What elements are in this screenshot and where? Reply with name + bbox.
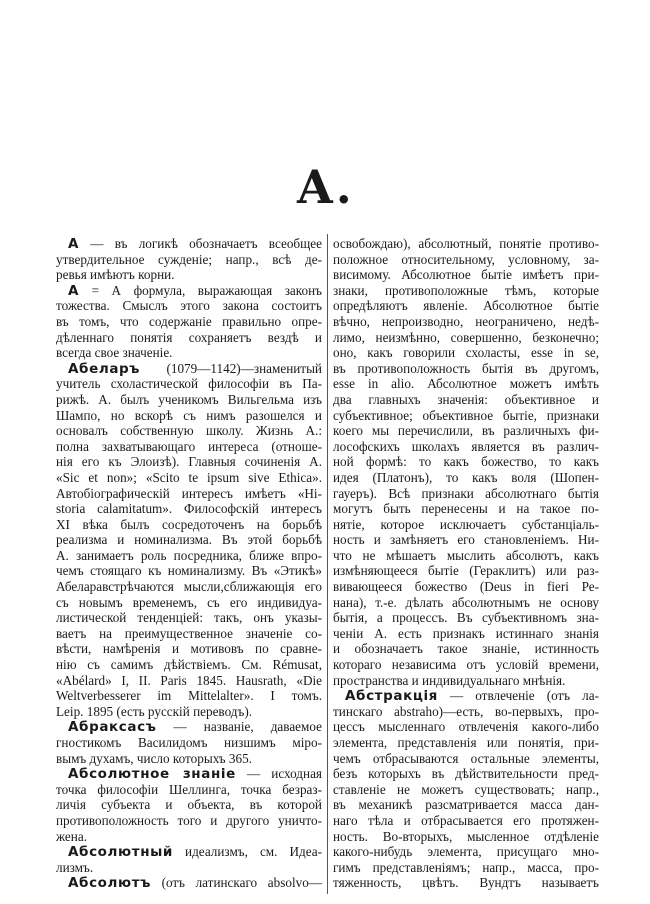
text-line — [56, 376, 322, 392]
line-text: вивающееся божество (Deus in fieri Ре- — [333, 579, 599, 595]
line-text: опредѣляютъ явленіе. Абсолютное бытіе — [333, 298, 599, 314]
text-line — [333, 719, 599, 735]
line-text: идея (Платонъ), то какъ воля (Шопен- — [333, 469, 599, 485]
entry-first-line — [333, 688, 599, 704]
text-line — [333, 298, 599, 314]
text-line — [333, 735, 599, 751]
text-line — [56, 486, 322, 502]
text-line — [333, 470, 599, 486]
line-text: идеализмъ, см. Идеа- — [172, 844, 322, 860]
line-text: (отъ латинскаго absolvo— — [150, 875, 322, 891]
line-text: Leip. 1895 (есть русскій переводъ). — [56, 703, 253, 719]
line-text: положное относительному, условному, за- — [333, 251, 599, 267]
text-line — [56, 641, 322, 657]
line-text: пространства и индивидуальнаго мнѣнія. — [333, 672, 566, 688]
line-text: — названіе, даваемое — [156, 719, 322, 735]
line-text: тяженность, цвѣтъ. Вундтъ называетъ — [333, 875, 599, 891]
text-line — [56, 330, 322, 346]
text-line — [333, 766, 599, 782]
text-line — [333, 860, 599, 876]
entry-headword: Абеларъ — [68, 360, 141, 377]
line-text: ваетъ на преимущественное значеніе со- — [56, 625, 322, 641]
entry-first-line — [56, 236, 322, 252]
line-text: нія его къ Элоизѣ). Главныя сочиненія А. — [56, 454, 322, 470]
text-line — [56, 532, 322, 548]
line-text: тинскаго abstraho)—есть, во-первыхъ, про- — [333, 703, 599, 719]
text-line — [56, 595, 322, 611]
text-line — [56, 673, 322, 689]
line-text: нана), т.-е. дѣлать абсолютнымъ не основу — [333, 594, 599, 610]
text-line — [56, 470, 322, 486]
text-line — [333, 704, 599, 720]
text-line — [56, 439, 322, 455]
text-line — [56, 423, 322, 439]
line-text: учитель схоластической философіи въ Па- — [56, 376, 322, 392]
line-text: Weltverbesserer im Mittelalter». I томъ. — [56, 688, 322, 704]
text-line — [56, 860, 322, 876]
line-text: листической тенденціей: такъ, онъ указы- — [56, 610, 322, 626]
line-text: могутъ быть перенесены и на такое по- — [333, 501, 599, 517]
text-line — [56, 408, 322, 424]
text-line — [333, 673, 599, 689]
line-text: ность и замѣняетъ его становленіемъ. Ни- — [333, 532, 599, 548]
line-text: элемента, представленія или понятія, при- — [333, 735, 599, 750]
line-text: и обозначаетъ такое знаніе, истинность — [333, 641, 599, 657]
text-line — [333, 610, 599, 626]
text-line — [333, 376, 599, 392]
line-text: съ новымъ временемъ, съ его индивидуа- — [56, 594, 322, 610]
text-line — [56, 782, 322, 798]
text-line — [56, 751, 322, 767]
text-line — [56, 657, 322, 673]
text-line — [333, 829, 599, 845]
line-text: Автобіографическій интересъ имѣетъ «Hi- — [56, 485, 322, 501]
line-text: реализма и номинализма. Въ этой борьбѣ — [56, 532, 322, 548]
line-text: гностикомъ Василидомъ низшимъ міро- — [56, 735, 322, 750]
text-line — [333, 751, 599, 767]
entry-headword: Абраксасъ — [68, 719, 157, 735]
text-line — [333, 517, 599, 533]
line-text: storia calamitatum». Философскій интересъ — [56, 501, 322, 517]
line-text: безъ которыхъ въ дѣйствительности пред- — [333, 766, 599, 782]
text-line — [56, 314, 322, 330]
line-text: въ томъ, что содержаніе правильно опре- — [56, 313, 322, 329]
text-line — [333, 252, 599, 268]
line-text: чемъ стоящаго къ номинализму. Въ «Этикѣ» — [56, 563, 322, 579]
line-text: вымъ духамъ, число которыхъ 365. — [56, 750, 252, 766]
text-line — [56, 704, 322, 720]
entry-first-line — [56, 719, 322, 735]
line-text: XI вѣка былъ сосредоточенъ на борьбѣ — [56, 516, 322, 532]
text-line — [333, 782, 599, 798]
text-line — [56, 610, 322, 626]
line-text: ной формѣ: то какъ божество, то какъ — [333, 454, 599, 470]
text-line — [333, 532, 599, 548]
text-line — [56, 829, 322, 845]
entry-headword: А — [68, 282, 80, 299]
entry-first-line — [56, 844, 322, 860]
line-text: — отвлеченіе (отъ ла- — [437, 688, 599, 704]
line-text: вѣчно, непроизводно, неограничено, недѣ- — [333, 313, 599, 329]
entry-headword: Абсолютъ — [68, 875, 151, 891]
text-line — [56, 548, 322, 564]
line-text: рижѣ. А. былъ ученикомъ Вильгельма изъ — [56, 391, 322, 407]
text-line — [333, 844, 599, 860]
line-text: знаки, противоположные тѣмъ, которые — [333, 282, 599, 298]
text-line — [333, 439, 599, 455]
text-line — [333, 641, 599, 657]
line-text: два главныхъ значенія: объективное и — [333, 391, 599, 407]
text-line — [56, 735, 322, 751]
line-text: противоположность того и другого уничто- — [56, 812, 322, 828]
line-text: = А формула, выражающая законъ — [79, 282, 322, 298]
line-text: гауеръ). Всѣ признаки абсолютнаго бытія — [333, 485, 599, 501]
line-text: ставленіе не можетъ существовать; напр., — [333, 781, 599, 797]
text-line — [56, 517, 322, 533]
entry-headword: Абстракція — [345, 688, 438, 704]
left-column — [56, 236, 322, 891]
text-line — [333, 236, 599, 252]
line-text: гимъ представленіямъ; напр., масса, про- — [333, 859, 599, 875]
line-text: утвердительное сужденіе; напр., всѣ де- — [56, 251, 322, 267]
line-text: «Sic et non»; «Scito te ipsum sive Ethica». — [56, 469, 322, 485]
text-line — [333, 408, 599, 424]
line-text: какого-нибудь элемента, присущаго мно- — [333, 844, 599, 860]
text-line — [333, 813, 599, 829]
text-line — [333, 361, 599, 377]
entry-headword: А — [68, 236, 80, 252]
text-line — [333, 548, 599, 564]
text-line — [333, 579, 599, 595]
line-text: ность. Во-вторыхъ, мысленное отдѣленіе — [333, 828, 599, 844]
text-line — [333, 345, 599, 361]
line-text: esse in alio. Абсолютное можетъ имѣть — [333, 376, 599, 392]
text-line — [333, 797, 599, 813]
line-text: основалъ собственную школу. Жизнь А.: — [56, 423, 322, 439]
line-text: субъективное; объективное бытіе, признаки — [333, 407, 599, 423]
line-text: А. занимаетъ роль посредника, ближе впро- — [56, 547, 322, 563]
text-line — [333, 267, 599, 283]
line-text: (1079—1142)—знаменитый — [140, 360, 322, 376]
text-line — [56, 298, 322, 314]
text-line — [333, 330, 599, 346]
text-line — [333, 392, 599, 408]
line-text: — исходная — [235, 766, 322, 782]
text-line — [56, 563, 322, 579]
line-text: Абеларавстрѣчаются мысли,сближающія его — [56, 579, 322, 595]
line-text: тожества. Смыслъ этого закона состоитъ — [56, 298, 322, 314]
line-text: освобождаю), абсолютный, понятіе противо- — [333, 236, 599, 251]
line-text: жена. — [56, 828, 87, 844]
text-line — [56, 626, 322, 642]
entry-first-line — [56, 766, 322, 782]
line-text: измѣняющееся бытіе (Гераклитъ) или раз- — [333, 563, 599, 579]
line-text: полна захватывающаго интереса (отноше- — [56, 438, 322, 454]
line-text: дѣленнаго понятія сохраняетъ вездѣ и — [56, 329, 322, 345]
line-text: всегда свое значеніе. — [56, 345, 173, 361]
text-line — [333, 454, 599, 470]
text-line — [333, 486, 599, 502]
line-text: нятіе, которое исключаетъ субстанціаль- — [333, 516, 599, 532]
line-text: ченіи А. есть признакъ истиннаго знанія — [333, 625, 599, 641]
line-text: что не мѣшаетъ мыслить абсолютъ, какъ — [333, 547, 599, 563]
line-text: нію съ самимъ дѣйствіемъ. См. Rémusat, — [56, 657, 322, 673]
text-line — [56, 579, 322, 595]
line-text: лизмъ. — [56, 859, 94, 875]
line-text: личія субъекта и объекта, въ которой — [56, 797, 322, 813]
line-text: лимо, неизмѣнно, совершенно, безконечно; — [333, 329, 599, 345]
line-text: въ противоположность бытія въ другомъ, — [333, 360, 599, 376]
text-line — [333, 501, 599, 517]
text-line — [333, 563, 599, 579]
line-text: коего мы перечислили, въ различныхъ фи- — [333, 423, 599, 439]
line-text: оно, какъ говорили схоласты, esse in se, — [333, 345, 599, 361]
text-line — [333, 875, 599, 891]
text-line — [333, 657, 599, 673]
line-text: точка философіи Шеллинга, точка безраз- — [56, 781, 322, 797]
text-line — [56, 252, 322, 268]
line-text: Шампо, но вскорѣ съ нимъ разошелся и — [56, 407, 322, 423]
text-line — [333, 595, 599, 611]
line-text: — въ логикѣ обозначаетъ всеобщее — [79, 236, 322, 251]
text-line — [333, 423, 599, 439]
line-text: висимому. Абсолютное бытіе имѣетъ при- — [333, 267, 599, 283]
line-text: цессъ мысленнаго отвлеченія какого-либо — [333, 719, 599, 735]
line-text: ревья имѣютъ корни. — [56, 267, 175, 283]
text-line — [56, 392, 322, 408]
entry-headword: Абсолютное знаніе — [68, 766, 236, 782]
text-line — [333, 626, 599, 642]
column-divider — [327, 234, 328, 894]
text-line — [56, 454, 322, 470]
line-text: котораго независима отъ условій времени, — [333, 657, 599, 673]
line-text: вѣсти, намѣренія и мотивовъ по сравне- — [56, 641, 322, 657]
entry-first-line — [56, 361, 322, 377]
text-line — [333, 314, 599, 330]
text-line — [56, 797, 322, 813]
entry-headword: Абсолютный — [68, 844, 173, 860]
text-line — [56, 813, 322, 829]
entry-first-line — [56, 875, 322, 891]
text-line — [56, 501, 322, 517]
page-title: А. — [296, 160, 354, 214]
text-line — [56, 267, 322, 283]
right-column — [333, 236, 599, 891]
line-text: въ механикѣ разсматривается масса дан- — [333, 797, 599, 813]
line-text: «Abélard» I, II. Paris 1845. Hausrath, «Die — [56, 672, 322, 688]
line-text: наго тѣла и отбрасывается его протяжен- — [333, 812, 599, 828]
line-text: лософскихъ школахъ является въ различ- — [333, 438, 599, 454]
text-line — [56, 688, 322, 704]
entry-first-line — [56, 283, 322, 299]
text-line — [56, 345, 322, 361]
line-text: бытія, а процессъ. Въ субъективномъ зна- — [333, 610, 599, 626]
line-text: чемъ отбрасываются остальные элементы, — [333, 750, 599, 766]
text-line — [333, 283, 599, 299]
